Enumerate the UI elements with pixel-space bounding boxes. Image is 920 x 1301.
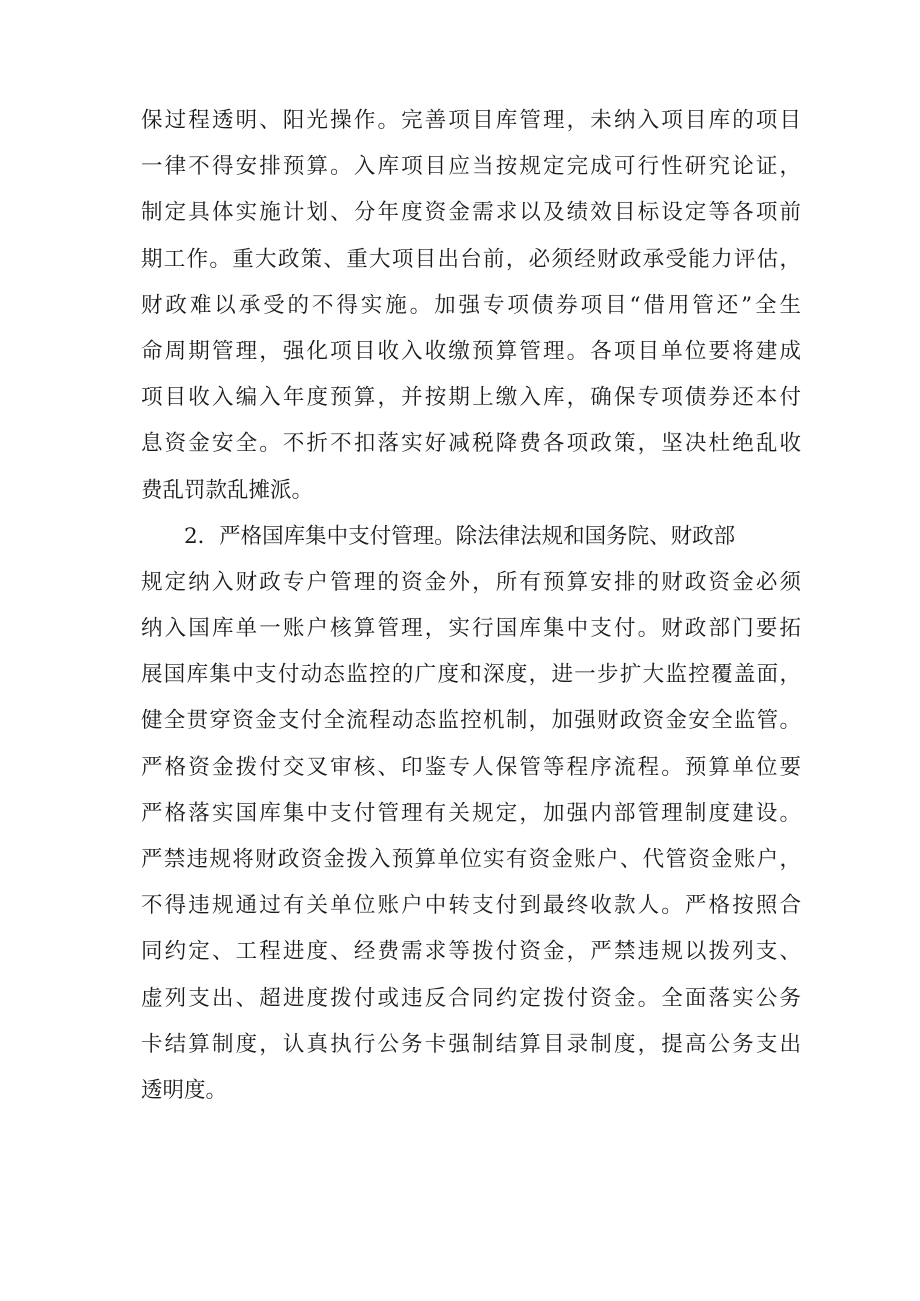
- paragraph-line: 命周期管理，强化项目收入收缴预算管理。各项目单位要将建成: [141, 338, 801, 364]
- document-body: [141, 98, 801, 1114]
- paragraph-line: 规定纳入财政专户管理的资金外，所有预算安排的财政资金必须: [141, 569, 801, 595]
- paragraph-1: [141, 98, 801, 514]
- paragraph-line: 期工作。重大政策、重大项目出台前，必须经财政承受能力评估，: [141, 246, 801, 272]
- paragraph-heading-line: 2．严格国库集中支付管理。除法律法规和国务院、财政部: [184, 523, 736, 549]
- paragraph-line: 展国库集中支付动态监控的广度和深度，进一步扩大监控覆盖面，: [141, 662, 801, 688]
- paragraph-2: [141, 514, 801, 1114]
- paragraph-line: 卡结算制度，认真执行公务卡强制结算目录制度，提高公务支出: [141, 1031, 801, 1057]
- paragraph-line: 虚列支出、超进度拨付或违反合同约定拨付资金。全面落实公务: [141, 985, 801, 1011]
- paragraph-line: 费乱罚款乱摊派。: [141, 477, 314, 503]
- paragraph-line: 严格落实国库集中支付管理有关规定，加强内部管理制度建设。: [141, 800, 801, 826]
- paragraph-line: 纳入国库单一账户核算管理，实行国库集中支付。财政部门要拓: [141, 616, 801, 642]
- paragraph-line: 保过程透明、阳光操作。完善项目库管理，未纳入项目库的项目: [141, 108, 801, 133]
- paragraph-line: 不得违规通过有关单位账户中转支付到最终收款人。严格按照合: [141, 893, 801, 919]
- paragraph-line: 透明度。: [141, 1077, 228, 1103]
- paragraph-line: 严格资金拨付交叉审核、印鉴专人保管等程序流程。预算单位要: [141, 754, 801, 780]
- paragraph-line: 财政难以承受的不得实施。加强专项债券项目“借用管还”全生: [141, 292, 801, 318]
- paragraph-line: 健全贯穿资金支付全流程动态监控机制，加强财政资金安全监管。: [141, 708, 801, 734]
- paragraph-line: 同约定、工程进度、经费需求等拨付资金，严禁违规以拨列支、: [141, 939, 801, 965]
- paragraph-line: 严禁违规将财政资金拨入预算单位实有资金账户、代管资金账户，: [141, 847, 801, 872]
- paragraph-line: 项目收入编入年度预算，并按期上缴入库，确保专项债券还本付: [141, 385, 801, 411]
- paragraph-line: 息资金安全。不折不扣落实好减税降费各项政策，坚决杜绝乱收: [141, 431, 801, 457]
- paragraph-line: 一律不得安排预算。入库项目应当按规定完成可行性研究论证，: [141, 154, 801, 180]
- paragraph-line: 制定具体实施计划、分年度资金需求以及绩效目标设定等各项前: [141, 200, 801, 226]
